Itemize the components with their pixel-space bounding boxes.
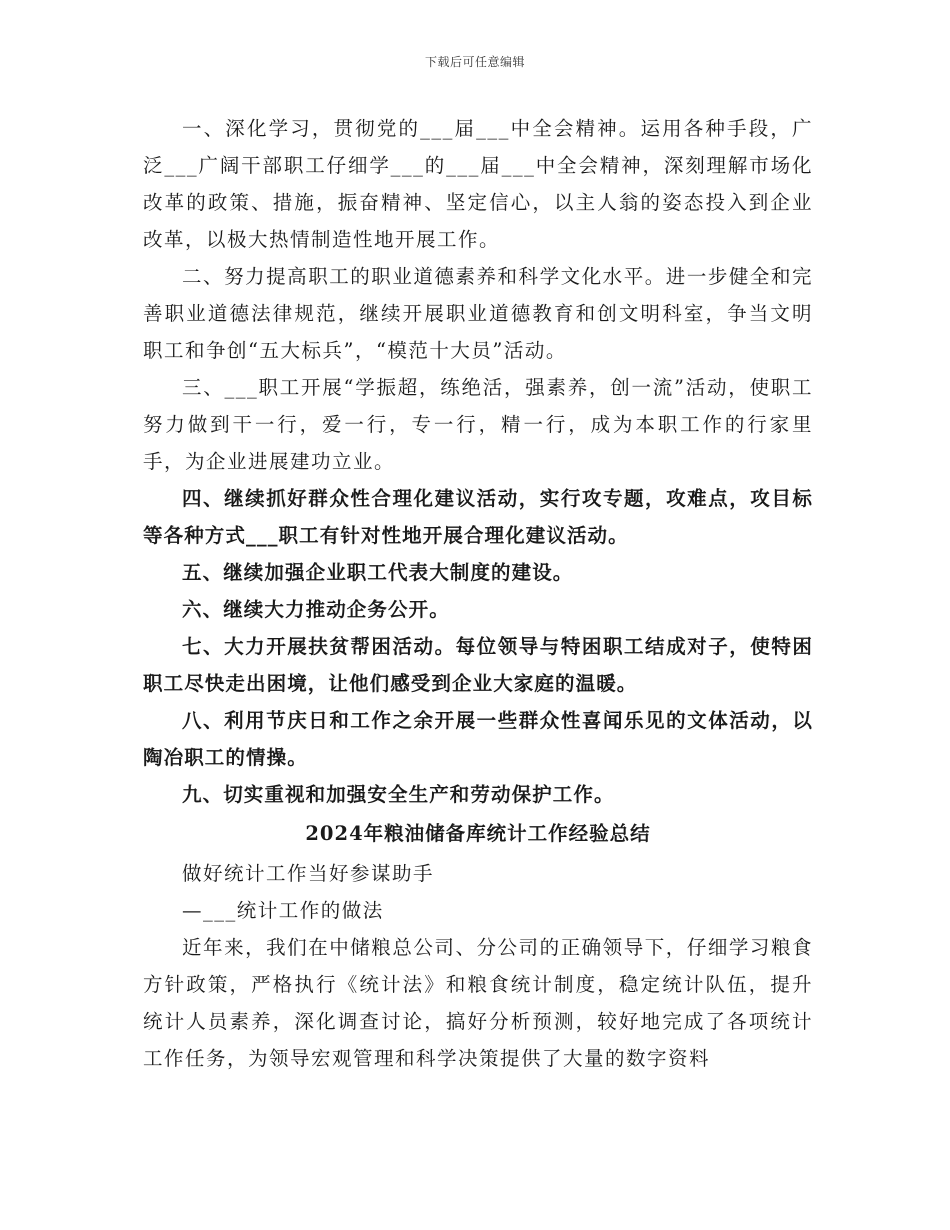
section-title: 2024年粮油储备库统计工作经验总结 bbox=[305, 822, 651, 845]
paragraph-item-9: 九、切实重视和加强安全生产和劳动保护工作。 bbox=[182, 783, 615, 806]
paragraph-item-6: 六、继续大力推动企务公开。 bbox=[182, 598, 450, 621]
section-byline: —___统计工作的做法 bbox=[182, 899, 384, 922]
paragraph-item-8: 八、利用节庆日和工作之余开展一些群众性喜闻乐见的文体活动，以陶冶职工的情操。 bbox=[143, 709, 813, 769]
section-paragraph: 近年来，我们在中储粮总公司、分公司的正确领导下，仔细学习粮食方针政策，严格执行《统计法》和粮食统计制度，稳定统计队伍，提升统计人员素养，深化调查讨论，搞好分析预测，较好地完成了各项统计工作任务，为领导宏观管理和科学决策提供了大量的数字资料 bbox=[143, 936, 813, 1070]
document-body bbox=[143, 110, 813, 1077]
page-header: 下载后可任意编辑 bbox=[424, 55, 525, 69]
paragraph-item-4: 四、继续抓好群众性合理化建议活动，实行攻专题，攻难点，攻目标等各种方式___职工有针对性地开展合理化建议活动。 bbox=[143, 487, 813, 547]
paragraph-item-5: 五、继续加强企业职工代表大制度的建设。 bbox=[182, 561, 574, 584]
section-subtitle: 做好统计工作当好参谋助手 bbox=[182, 862, 435, 885]
paragraph-item-3: 三、___职工开展“学振超，练绝活，强素养，创一流”活动，使职工努力做到干一行，爱一行，专一行，精一行，成为本职工作的行家里手，为企业进展建功立业。 bbox=[143, 376, 813, 473]
paragraph-item-1: 一、深化学习，贯彻党的___届___中全会精神。运用各种手段，广泛___广阔干部职工仔细学___的___届___中全会精神，深刻理解市场化改革的政策、措施，振奋精神、坚定信心，以主人翁的姿态投入到企业改革，以极大热情制造性地开展工作。 bbox=[143, 117, 813, 251]
paragraph-item-2: 二、努力提高职工的职业道德素养和科学文化水平。进一步健全和完善职业道德法律规范，继续开展职业道德教育和创文明科室，争当文明职工和争创“五大标兵”，“模范十大员”活动。 bbox=[143, 265, 813, 362]
paragraph-item-7: 七、大力开展扶贫帮困活动。每位领导与特困职工结成对子，使特困职工尽快走出困境，让他们感受到企业大家庭的温暖。 bbox=[143, 635, 813, 695]
